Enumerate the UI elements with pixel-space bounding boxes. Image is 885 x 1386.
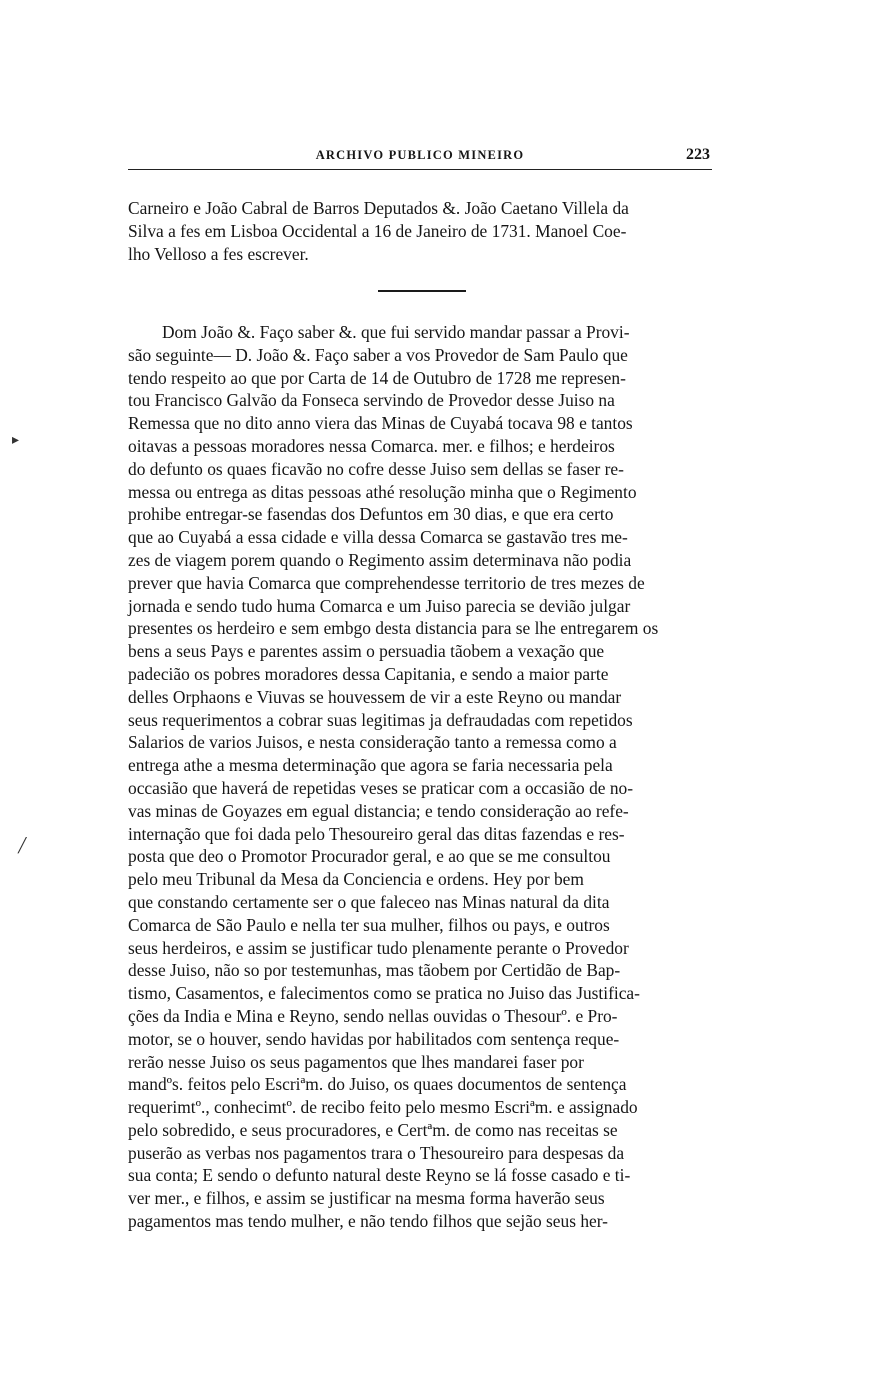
text-line: prohibe entregar-se fasendas dos Defuntos em 30 dias, e que era certo: [128, 504, 614, 525]
text-line: mandºs. feitos pelo Escriªm. do Juiso, os quaes documentos de sentença: [128, 1074, 627, 1095]
text-line: sua conta; E sendo o defunto natural deste Reyno se lá fosse casado e ti-: [128, 1165, 631, 1186]
margin-mark: ▸: [12, 433, 20, 448]
text-line: são seguinte— D. João &. Faço saber a vos Provedor de Sam Paulo que: [128, 344, 628, 365]
text-line: jornada e sendo tudo huma Comarca e um Juiso parecia se devião julgar: [128, 595, 631, 616]
text-line: occasião que haverá de repetidas veses se praticar com a occasião de no-: [128, 777, 634, 798]
text-line: Silva a fes em Lisboa Occidental a 16 de Janeiro de 1731. Manoel Coe-: [128, 220, 627, 241]
page-header: [128, 146, 712, 168]
text-line: Salarios de varios Juisos, e nesta consideração tanto a remessa como a: [128, 732, 617, 753]
text-line: vas minas de Goyazes em egual distancia; e tendo consideração ao refe-: [128, 800, 629, 821]
text-line: pelo meu Tribunal da Mesa da Conciencia e ordens. Hey por bem: [128, 869, 584, 890]
text-line: que ao Cuyabá a essa cidade e villa dessa Comarca se gastavão tres me-: [128, 527, 628, 548]
text-line: tou Francisco Galvão da Fonseca servindo de Provedor desse Juiso na: [128, 390, 615, 411]
text-line: Carneiro e João Cabral de Barros Deputados &. João Caetano Villela da: [128, 198, 629, 218]
text-line: ções da India e Mina e Reyno, sendo nellas ouvidas o Thesourº. e Pro-: [128, 1005, 618, 1026]
page-number: 223: [686, 146, 710, 163]
header-rule: [128, 169, 712, 170]
text-line: entrega athe a mesma determinação que agora se faria necessaria pela: [128, 755, 613, 776]
text-line: bens a seus Pays e parentes assim o persuadia tãobem a vexação que: [128, 641, 605, 662]
text-line: padecião os pobres moradores dessa Capitania, e sendo a maior parte: [128, 663, 609, 684]
text-line: prever que havia Comarca que comprehendesse territorio de tres mezes de: [128, 572, 645, 593]
text-line: lho Velloso a fes escrever.: [128, 243, 309, 264]
running-title: ARCHIVO PUBLICO MINEIRO: [315, 148, 525, 162]
text-line: requerimtº., conhecimtº. de recibo feito pelo mesmo Escriªm. e assignado: [128, 1097, 638, 1118]
text-line: pagamentos mas tendo mulher, e não tendo filhos que sejão seus her-: [128, 1211, 608, 1232]
text-line: do defunto os quaes ficavão no cofre desse Juiso sem dellas se faser re-: [128, 458, 624, 479]
text-line: puserão as verbas nos pagamentos trara o Thesoureiro para despesas da: [128, 1142, 625, 1163]
text-line: zes de viagem porem quando o Regimento assim determinava não podia: [128, 549, 632, 570]
text-line: que constando certamente ser o que faleceo nas Minas natural da dita: [128, 891, 610, 912]
section-separator: [378, 290, 466, 292]
provision-paragraph: [128, 321, 724, 1233]
text-line: Remessa que no dito anno viera das Minas de Cuyabá tocava 98 e tantos: [128, 413, 633, 434]
text-line: desse Juiso, não so por testemunhas, mas tãobem por Certidão de Bap-: [128, 960, 621, 981]
text-line: internação que foi dada pelo Thesoureiro geral das ditas fazendas e res-: [128, 823, 625, 844]
text-line: rerão nesse Juiso os seus pagamentos que lhes mandarei faser por: [128, 1051, 584, 1072]
text-line: pelo sobredido, e seus procuradores, e Certªm. de como nas receitas se: [128, 1119, 618, 1140]
text-line: delles Orphaons e Viuvas se houvessem de vir a este Reyno ou mandar: [128, 686, 622, 707]
text-line: tendo respeito ao que por Carta de 14 de Outubro de 1728 me represen-: [128, 367, 626, 388]
text-line: presentes os herdeiro e sem embgo desta distancia para se lhe entregarem os: [128, 618, 659, 639]
text-line: messa ou entrega as ditas pessoas athé resolução minha que o Regimento: [128, 481, 637, 502]
text-line: posta que deo o Promotor Procurador geral, e ao que se me consultou: [128, 846, 611, 867]
text-line: seus requerimentos a cobrar suas legitimas ja defraudadas com repetidos: [128, 709, 633, 730]
text-line: oitavas a pessoas moradores nessa Comarca. mer. e filhos; e herdeiros: [128, 435, 615, 456]
text-line: ver mer., e filhos, e assim se justificar na mesma forma haverão seus: [128, 1188, 605, 1209]
text-line: tismo, Casamentos, e falecimentos como se pratica no Juiso das Justifica-: [128, 983, 640, 1004]
text-line: Dom João &. Faço saber &. que fui servido mandar passar a Provi-: [162, 322, 630, 342]
text-line: motor, se o houver, sendo havidas por habilitados com sentença reque-: [128, 1028, 620, 1049]
margin-mark: ╱: [18, 839, 27, 854]
text-line: Comarca de São Paulo e nella ter sua mulher, filhos ou pays, e outros: [128, 914, 610, 935]
closing-paragraph: [128, 197, 724, 265]
text-line: seus herdeiros, e assim se justificar tudo plenamente perante o Provedor: [128, 937, 629, 958]
